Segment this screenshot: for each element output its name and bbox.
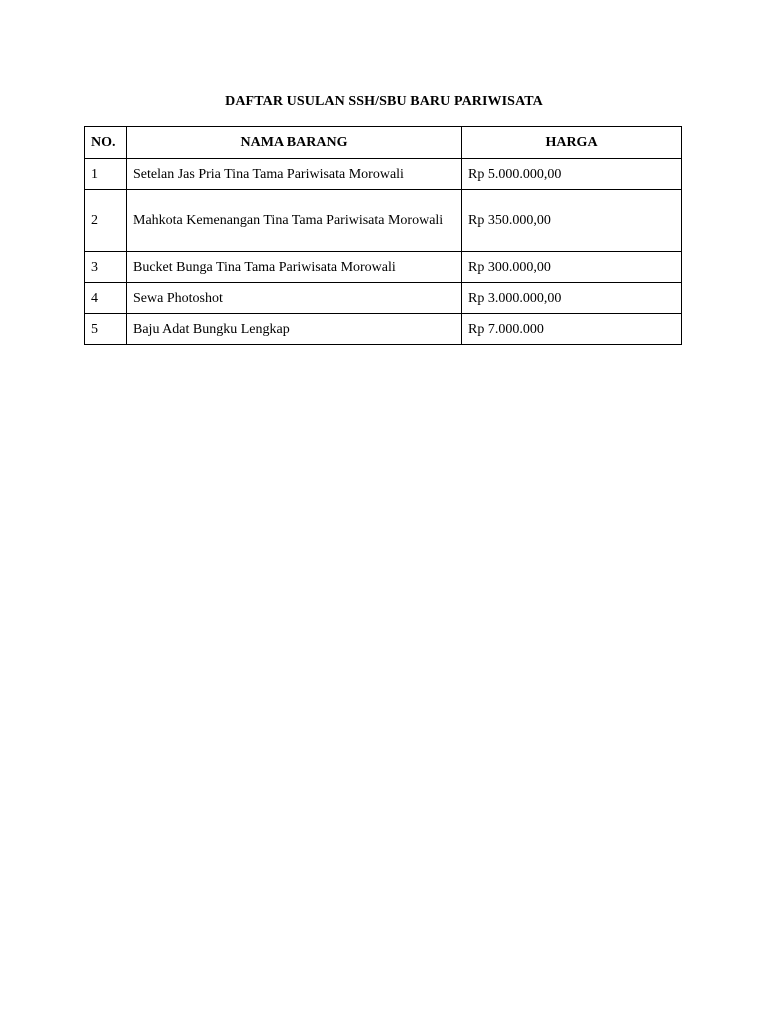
items-table (84, 126, 682, 345)
cell-name: Sewa Photoshot (127, 283, 462, 314)
page-title: DAFTAR USULAN SSH/SBU BARU PARIWISATA (225, 94, 543, 109)
header-name: NAMA BARANG (127, 127, 462, 159)
cell-no: 2 (85, 190, 127, 252)
table-row (85, 314, 682, 345)
table-row (85, 252, 682, 283)
cell-no: 4 (85, 283, 127, 314)
cell-name: Setelan Jas Pria Tina Tama Pariwisata Morowali (127, 159, 462, 190)
cell-name: Baju Adat Bungku Lengkap (127, 314, 462, 345)
cell-price: Rp 300.000,00 (462, 252, 682, 283)
table-row (85, 283, 682, 314)
header-no: NO. (85, 127, 127, 159)
cell-price: Rp 350.000,00 (462, 190, 682, 252)
cell-price: Rp 3.000.000,00 (462, 283, 682, 314)
cell-price: Rp 5.000.000,00 (462, 159, 682, 190)
cell-no: 1 (85, 159, 127, 190)
cell-no: 5 (85, 314, 127, 345)
cell-name: Mahkota Kemenangan Tina Tama Pariwisata Morowali (127, 190, 462, 252)
table-row (85, 159, 682, 190)
cell-no: 3 (85, 252, 127, 283)
table-row (85, 190, 682, 252)
cell-name: Bucket Bunga Tina Tama Pariwisata Morowali (127, 252, 462, 283)
cell-price: Rp 7.000.000 (462, 314, 682, 345)
table-header-row (85, 127, 682, 159)
header-price: HARGA (462, 127, 682, 159)
